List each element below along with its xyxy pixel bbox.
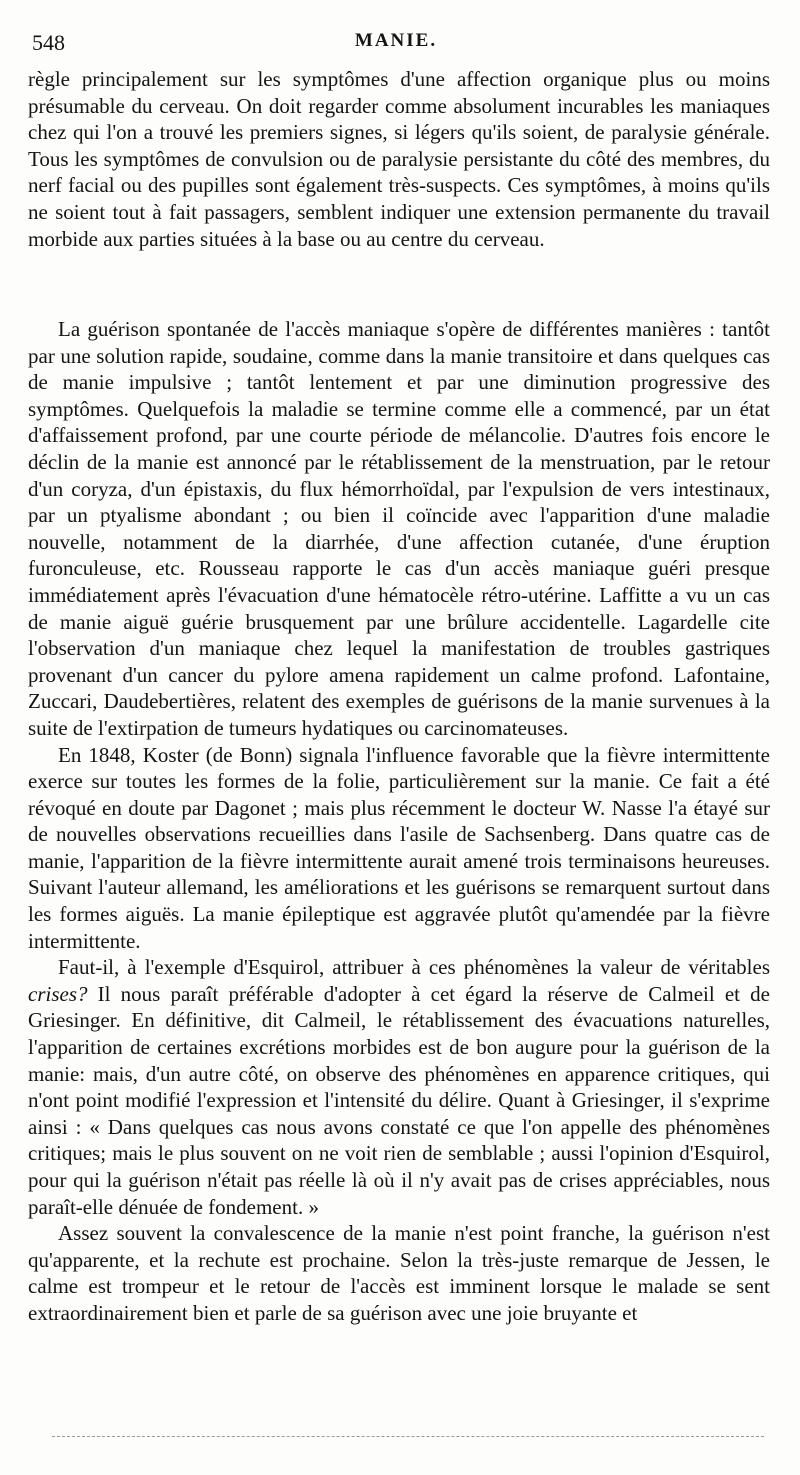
paragraph-prognosis-end: règle principalement sur les symptômes d'une affection organique plus ou moins présumable du cerveau. On doit regarder comme absolument incurables les maniaques chez qui l'on a trouvé les premiers signes, si légers qu'ils soient, de paralysie générale. Tous les symptômes de convulsion ou de paralysie persistante du côté des membres, du nerf facial ou des pupilles sont également très-suspects. Ces symptômes, à moins qu'ils ne soient tout à fait passagers, semblent indiquer une extension permanente du travail morbide aux parties situées à la base ou au centre du cerveau. bbox=[28, 67, 770, 251]
paragraph-intermittent-fever: En 1848, Koster (de Bonn) signala l'influence favorable que la fièvre intermittente exerce sur toutes les formes de la folie, particulièrement sur la manie. Ce fait a été révoqué en doute par Dagonet ; mais plus récemment le docteur W. Nasse l'a étayé sur de nouvelles observations recueillies dans l'asile de Sachsenberg. Dans quatre cas de manie, l'apparition de la fièvre intermittente aurait amené trois terminaisons heureuses. Suivant l'auteur allemand, les améliorations et les guérisons se remarquent surtout dans les formes aiguës. La manie épileptique est aggravée plutôt qu'amendée par la fièvre intermittente. bbox=[28, 742, 770, 953]
body-text-block-1 bbox=[28, 66, 770, 252]
paragraph-convalescence: Assez souvent la convalescence de la manie n'est point franche, la guérison n'est qu'apparente, et la rechute est prochaine. Selon la très-juste remarque de Jessen, le calme est trompeur et le retour de l'accès est imminent lorsque le malade se sent extraordinairement bien et parle de sa guérison avec une joie bruyante et bbox=[28, 1221, 770, 1325]
footer-rule bbox=[52, 1436, 764, 1437]
paragraph-crises bbox=[28, 954, 770, 1220]
page-number: 548 bbox=[32, 30, 65, 55]
page-header bbox=[32, 30, 760, 60]
crises-text-before: Faut-il, à l'exemple d'Esquirol, attribuer à ces phénomènes la valeur de véritables bbox=[58, 955, 770, 980]
running-head: MANIE. bbox=[354, 30, 438, 51]
paragraph-spontaneous-recovery: La guérison spontanée de l'accès maniaque s'opère de différentes manières : tantôt par une solution rapide, soudaine, comme dans la manie transitoire et dans quelques cas de manie impulsive ; tantôt lentement et par une diminution progressive des symptômes. Quelquefois la maladie se termine comme elle a commencé, par un état d'affaissement profond, par une courte période de mélancolie. D'autres fois encore le déclin de la manie est annoncé par le rétablissement de la menstruation, par le retour d'un coryza, d'un épistaxis, du flux hémorrhoïdal, par l'expulsion de vers intestinaux, par un ptyalisme abondant ; ou bien il coïncide avec l'apparition d'une maladie nouvelle, notamment de la diarrhée, d'une affection cutanée, d'une éruption furonculeuse, etc. Rousseau rapporte le cas d'un accès maniaque guéri presque immédiatement après l'évacuation d'une hématocèle rétro-utérine. Laffitte a vu un cas de manie aiguë guérie brusquement par une brûlure accidentelle. Lagardelle cite l'observation d'un maniaque chez lequel la manifestation de troubles gastriques provenant d'un cancer du pylore amena rapidement un calme profond. Lafontaine, Zuccari, Daudebertières, relatent des exemples de guérisons de la manie survenues à la suite de l'extirpation de tumeurs hydatiques ou carcinomateuses. bbox=[28, 317, 770, 740]
body-text-block-2 bbox=[28, 316, 770, 1327]
crises-emphasis: crises? bbox=[28, 981, 88, 1006]
crises-text-after: Il nous paraît préférable d'adopter à cet égard la réserve de Calmeil et de Griesinger. En définitive, dit Calmeil, le rétablissement des évacuations naturelles, l'apparition de certaines excrétions morbides est de bon augure pour la guérison de la manie: mais, d'un autre côté, on observe des phénomènes en apparence critiques, qui n'ont point modifié l'expression et l'intensité du délire. Quant à Griesinger, il s'exprime ainsi : « Dans quelques cas nous avons constaté ce que l'on appelle des phénomènes critiques; mais le plus souvent on ne voit rien de semblable ; aussi l'opinion d'Esquirol, pour qui la guérison n'était pas réelle là où il n'y avait pas de crises appréciables, nous paraît-elle dénuée de fondement. » bbox=[28, 981, 770, 1219]
